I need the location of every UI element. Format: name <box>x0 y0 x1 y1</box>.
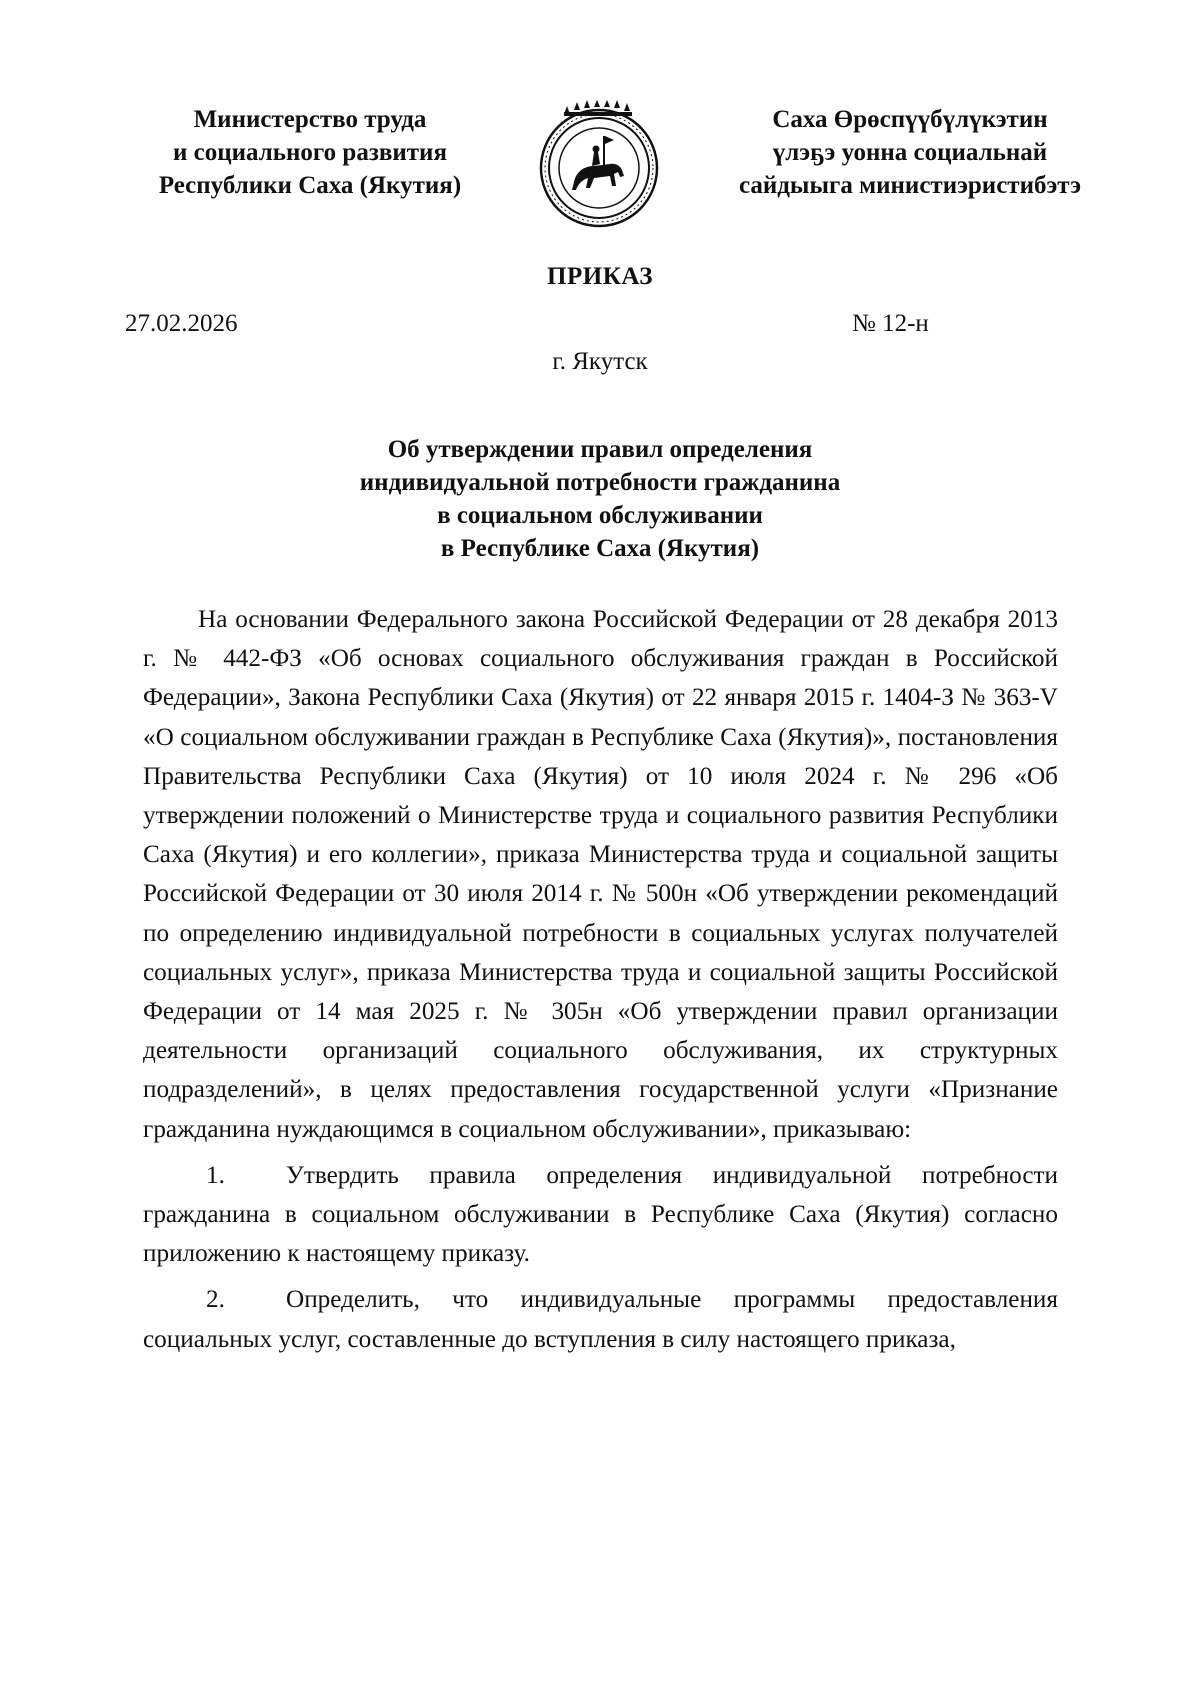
order-item <box>143 1156 1058 1274</box>
document-title <box>200 433 1000 565</box>
item-text: Определить, что индивидуальные программы предоставления социальных услуг, составленные до вступления в силу настоящего приказа, <box>143 1286 1058 1353</box>
item-text: Утвердить правила определения индивидуальной потребности гражданина в социальном обслуживании в Республике Саха (Якутия) согласно приложению к настоящему приказу. <box>143 1161 1058 1268</box>
ministry-name-line: сайдыыга министиэристибэтэ <box>738 172 1082 199</box>
republic-emblem-icon <box>534 100 664 230</box>
ministry-name-line: Республики Саха (Якутия) <box>158 172 462 199</box>
document-type: ПРИКАЗ <box>547 263 653 290</box>
title-line: индивидуальной потребности гражданина <box>359 469 841 496</box>
title-line: Об утверждении правил определения <box>387 436 813 463</box>
document-city: г. Якутск <box>552 348 648 375</box>
document-number: № 12-н <box>852 310 929 337</box>
ministry-name-line: Министерство труда <box>193 106 427 133</box>
document-date: 27.02.2026 <box>125 310 238 337</box>
ministry-name-russian <box>120 103 500 202</box>
document-body <box>143 600 1058 1366</box>
item-number: 2. <box>206 1286 225 1314</box>
ministry-name-sakha <box>700 103 1120 202</box>
item-number: 1. <box>206 1161 225 1189</box>
title-line: в социальном обслуживании <box>437 502 763 529</box>
ministry-name-line: үлэҕэ уонна социальнай <box>772 139 1048 166</box>
order-item <box>143 1280 1058 1358</box>
ministry-name-line: и социального развития <box>173 139 447 166</box>
ministry-name-line: Саха Өрөспүүбүлүкэтин <box>772 106 1048 133</box>
preamble-paragraph: На основании Федерального закона Российской Федерации от 28 декабря 2013 г. № 442-ФЗ «Об основах социального обслуживания граждан в Российской Федерации», Закона Республики Саха (Якутия) от 22 января 2015 г. 1404-З № 363-V «О социальном обслуживании граждан в Республике Саха (Якутия)», постановления Правительства Республики Саха (Якутия) от 10 июля 2024 г. № 296 «Об утверждении положений о Министерстве труда и социального развития Республики Саха (Якутия) и его коллегии», приказа Министерства труда и социальной защиты Российской Федерации от 30 июля 2014 г. № 500н «Об утверждении рекомендаций по определению индивидуальной потребности в социальных услугах получателей социальных услуг», приказа Министерства труда и социальной защиты Российской Федерации от 14 мая 2025 г. № 305н «Об утверждении правил организации деятельности организаций социального обслуживания, их структурных подразделений», в целях предоставления государственной услуги «Признание гражданина нуждающимся в социальном обслуживании», приказываю: <box>143 606 1058 1143</box>
title-line: в Республике Саха (Якутия) <box>440 535 760 562</box>
